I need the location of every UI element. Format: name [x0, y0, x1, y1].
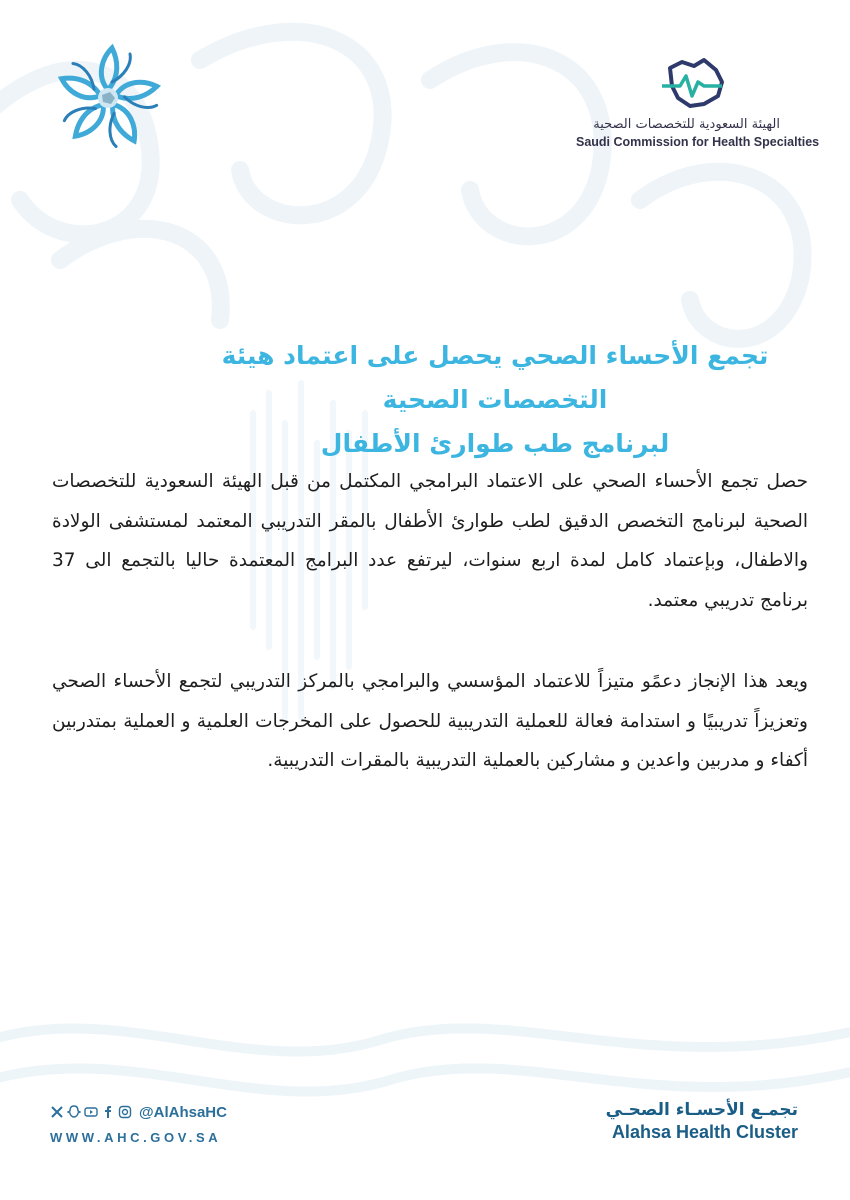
- alahsa-cluster-emblem-logo: [52, 42, 164, 154]
- footer-contact: [50, 1102, 250, 1145]
- youtube-icon[interactable]: [84, 1105, 98, 1119]
- x-icon[interactable]: [50, 1105, 64, 1119]
- snapchat-icon[interactable]: [67, 1105, 81, 1119]
- title-line-2: لبرنامج طب طوارئ الأطفال: [320, 429, 670, 458]
- instagram-icon[interactable]: [118, 1105, 132, 1119]
- website-link[interactable]: WWW.AHC.GOV.SA: [50, 1130, 222, 1145]
- title-line-1: تجمع الأحساء الصحي يحصل على اعتماد هيئة التخصصات الصحية: [221, 341, 769, 414]
- scfhs-name-arabic: الهيئة السعودية للتخصصات الصحية: [593, 117, 780, 132]
- page-title: [180, 334, 810, 466]
- article-body: [52, 462, 808, 823]
- cluster-name-arabic: تجمـع الأحسـاء الصحـي: [605, 1100, 798, 1120]
- cluster-name-english: Alahsa Health Cluster: [611, 1122, 798, 1142]
- paragraph-1: حصل تجمع الأحساء الصحي على الاعتماد البرامجي المكتمل من قبل الهيئة السعودية للتخصصات الصحية لبرنامج التخصص الدقيق لطب طوارئ الأطفال بالمقر التدريبي المعتمد لمستشفى الولادة والاطفال، وبإعتماد كامل لمدة اربع سنوات، ليرتفع عدد البرامج المعتمدة حاليا بالتجمع الى 37 برنامج تدريبي معتمد.: [52, 471, 808, 611]
- social-handle[interactable]: @AlAhsaHC: [139, 1103, 227, 1121]
- facebook-icon[interactable]: [101, 1105, 115, 1119]
- cluster-logo-text: [538, 1100, 798, 1143]
- social-links: [50, 1102, 250, 1122]
- scfhs-map-pulse-icon: [660, 56, 740, 112]
- paragraph-2: ويعد هذا الإنجاز دعمًو متيزاً للاعتماد المؤسسي والبرامجي بالمركز التدريبي لتجمع الأحساء الصحي وتعزيزاً تدريبيًا و استدامة فعالة للعملية التدريبية للحصول على المخرجات العلمية و العملية بمتدربين أكفاء و مدربين واعدين و مشاركين بالعملية التدريبية بالمقرات التدريبية.: [52, 671, 808, 771]
- scfhs-name-english: Saudi Commission for Health Specialties: [576, 135, 820, 149]
- scfhs-logo: [576, 56, 820, 156]
